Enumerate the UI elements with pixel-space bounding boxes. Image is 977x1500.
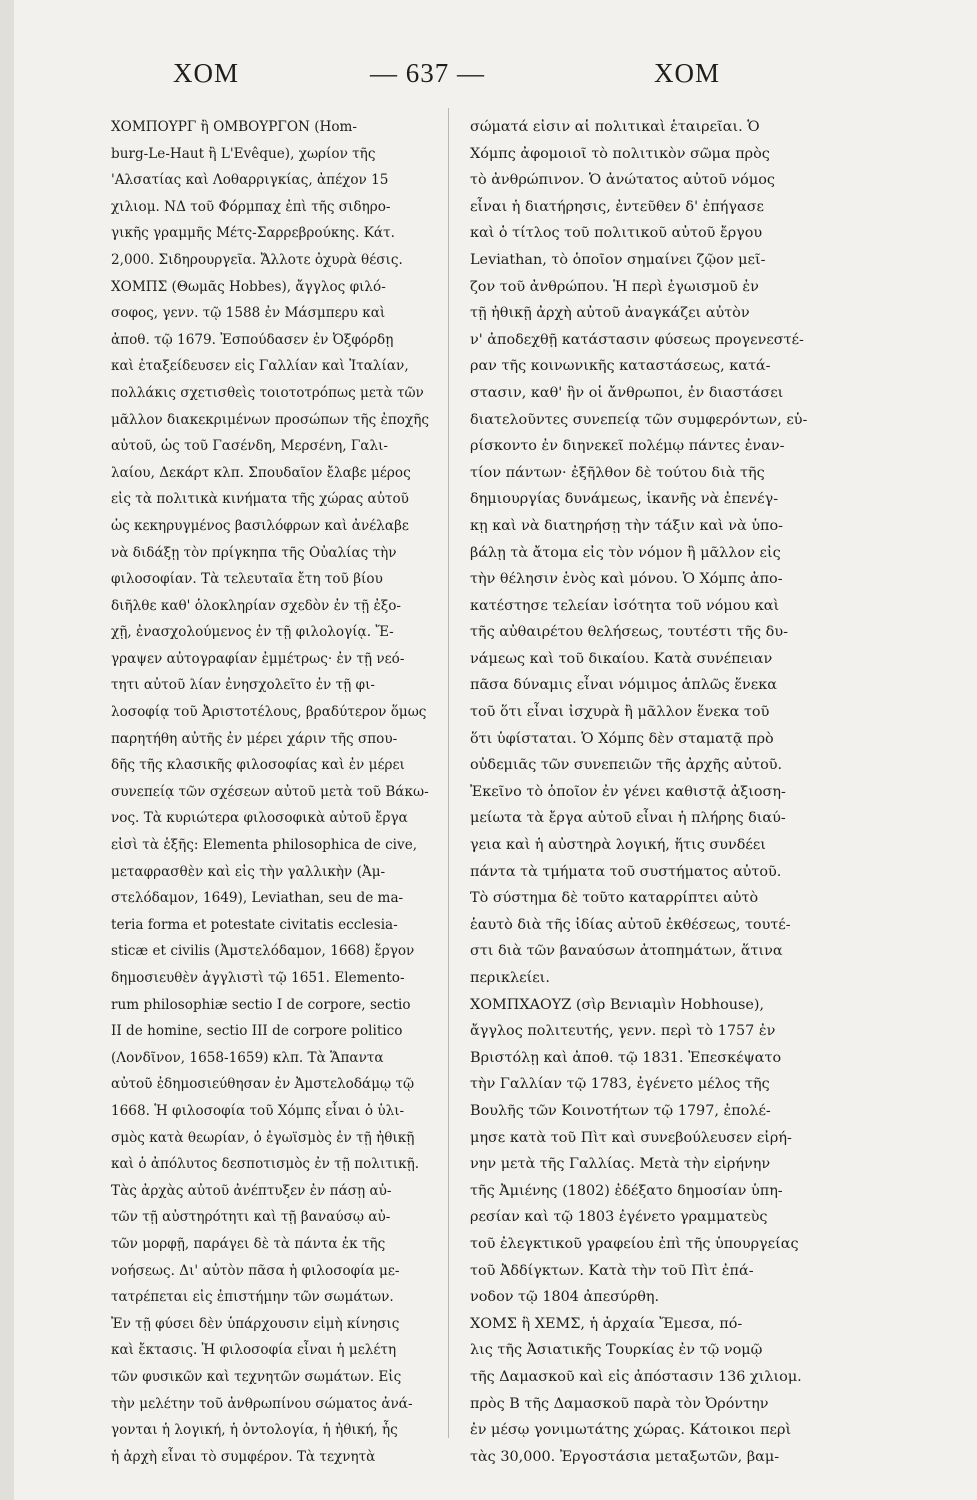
text-line: σμὸς κατὰ θεωρίαν, ὁ ἐγωϊσμὸς ἐν τῇ ἠθικῇ: [111, 1129, 415, 1146]
text-line: φιλοσοφίαν. Τὰ τελευταῖα ἔτη τοῦ βίου: [111, 571, 383, 588]
text-line: πολλάκις σχετισθεὶς τοιοτοτρόπως μετὰ τῶν: [111, 384, 424, 401]
text-line: τὴν μελέτην τοῦ ἀνθρωπίνου σώματος ἀνά-: [111, 1395, 413, 1412]
text-line: sticæ et civilis (Ἀμστελόδαμον, 1668) ἔργον: [111, 943, 415, 960]
text-line: καὶ ὁ τίτλος τοῦ πολιτικοῦ αὐτοῦ ἔργου: [470, 225, 763, 242]
text-line: ζον τοῦ ἀνθρώπου. Ἡ περὶ ἐγωισμοῦ ἐν: [470, 278, 759, 295]
text-line: ραν τῆς κοινωνικῆς καταστάσεως, κατά-: [470, 358, 771, 375]
text-line: συνεπείᾳ τῶν σχέσεων αὐτοῦ μετὰ τοῦ Βάκω-: [111, 783, 429, 800]
text-line: δῆς τῆς κλασικῆς φιλοσοφίας καὶ ἐν μέρει: [111, 757, 405, 774]
text-line: τοῦ Ἀδδίγκτων. Κατὰ τὴν τοῦ Πὶτ ἐπά-: [470, 1262, 754, 1279]
text-line: Βουλῆς τῶν Κοινοτήτων τῷ 1797, ἐπολέ-: [470, 1102, 771, 1119]
text-line: παρητήθη αὐτῆς ἐν μέρει χάριν τῆς σπου-: [111, 730, 398, 747]
running-header: [0, 58, 977, 98]
text-line: διῆλθε καθ' ὁλοκληρίαν σχεδὸν ἐν τῇ ἐξο-: [111, 597, 402, 614]
text-line: 'Αλσατίας καὶ Λοθαρριγκίας, ἀπέχον 15: [111, 172, 389, 189]
text-line: πρὸς Β τῆς Δαμασκοῦ παρὰ τὸν Ὀρόντην: [470, 1395, 769, 1412]
text-line: τῶν τῇ αὐστηρότητι καὶ τῇ βαναύσῳ αὐ-: [111, 1209, 391, 1226]
text-line: οὐδεμιᾶς τῶν συνεπειῶν τῆς ἀρχῆς αὐτοῦ.: [470, 757, 783, 774]
text-line: μείωτα τὰ ἔργα αὐτοῦ εἶναι ἡ πλήρης διαύ-: [470, 810, 786, 827]
text-line: μεταφρασθὲν καὶ εἰς τὴν γαλλικὴν (Ἀμ-: [111, 863, 386, 880]
text-line: γονται ἡ λογική, ἡ ὀντολογία, ἡ ἠθική, ἧς: [111, 1422, 398, 1439]
text-line: εἰς τὰ πολιτικὰ κινήματα τῆς χώρας αὐτοῦ: [111, 491, 409, 508]
text-line: αὐτοῦ ἐδημοσιεύθησαν ἐν Ἀμστελοδάμῳ τῷ: [111, 1076, 415, 1093]
text-line: burg-Le-Haut ἢ L'Evêque), χωρίον τῆς: [111, 145, 376, 162]
text-line: ἀποθ. τῷ 1679. Ἐσπούδασεν ἐν Ὀξφόρδῃ: [111, 331, 394, 348]
text-line: τίον πάντων· ἐξῆλθον δὲ τούτου διὰ τῆς: [470, 464, 765, 481]
text-line: Ἐκεῖνο τὸ ὁποῖον ἐν γένει καθιστᾷ ἀξιοση-: [470, 783, 786, 800]
text-line: ΧΟΜΠΧΑΟΥΖ (σὶρ Βενιαμὶν Hobhouse),: [470, 996, 765, 1013]
text-line: περικλείει.: [470, 970, 550, 986]
text-line: διατελοῦντες συνεπείᾳ τῶν συμφερόντων, εὑ-: [470, 411, 808, 428]
text-line: γραψεν αὐτογραφίαν ἐμμέτρως· ἐν τῇ νεό-: [111, 650, 405, 667]
text-line: ὅτι ὑφίσταται. Ὁ Χόμπς δὲν σταματᾷ πρὸ: [470, 730, 774, 747]
text-line: λοσοφίᾳ τοῦ Ἀριστοτέλους, βραδύτερον ὅμως: [111, 704, 427, 721]
text-line: βάλῃ τὰ ἄτομα εἰς τὸν νόμον ἢ μᾶλλον εἰς: [470, 544, 781, 561]
text-line: ΧΟΜΠΣ (Θωμᾶς Hobbes), ἄγγλος φιλό-: [111, 278, 386, 295]
left-column: [111, 114, 433, 1470]
text-line: στασιν, καθ' ἣν οἱ ἄνθρωποι, ἐν διαστάσει: [470, 384, 784, 401]
text-line: στελόδαμον, 1649), Leviathan, seu de ma-: [111, 890, 404, 907]
text-line: γεια καὶ ἡ αὐστηρὰ λογική, ἥτις συνδέει: [470, 837, 766, 854]
header-right-keyword: ΧΟΜ: [654, 58, 721, 88]
text-line: τῆς Ἀμιένης (1802) ἐδέξατο δημοσίαν ὑπη-: [470, 1182, 783, 1199]
text-line: τατρέπεται εἰς ἐπιστήμην τῶν σωμάτων.: [111, 1289, 394, 1306]
text-line: τῶν φυσικῶν καὶ τεχνητῶν σωμάτων. Εἰς: [111, 1368, 402, 1385]
text-line: τητι αὐτοῦ λίαν ἐνησχολεῖτο ἐν τῇ φι-: [111, 677, 376, 694]
text-line: τοῦ ὅτι εἶναι ἰσχυρὰ ἢ μᾶλλον ἕνεκα τοῦ: [470, 704, 770, 721]
text-line: ἐν μέσῳ γονιμωτάτης χώρας. Κάτοικοι περὶ: [470, 1422, 792, 1439]
header-left-keyword: ΧΟΜ: [173, 58, 240, 88]
text-line: χῇ, ἐνασχολούμενος ἐν τῇ φιλολογίᾳ. Ἔ-: [111, 624, 394, 641]
text-line: κατέστησε τελείαν ἰσότητα τοῦ νόμου καὶ: [470, 597, 780, 614]
text-line: τὸ ἀνθρώπινον. Ὁ ἀνώτατος αὐτοῦ νόμος: [470, 172, 775, 189]
text-line: νην μετὰ τῆς Γαλλίας. Μετὰ τὴν εἰρήνην: [470, 1156, 771, 1173]
text-line: ρίσκοντο ἐν διηνεκεῖ πολέμῳ πάντες ἐναν-: [470, 438, 785, 455]
text-line: πάντα τὰ τμήματα τοῦ συστήματος αὐτοῦ.: [470, 863, 782, 880]
text-line: ὡς κεκηρυγμένος βασιλόφρων καὶ ἀνέλαβε: [111, 517, 409, 534]
text-line: καὶ ἐταξείδευσεν εἰς Γαλλίαν καὶ Ἰταλίαν,: [111, 358, 409, 375]
text-line: σώματά εἰσιν αἱ πολιτικαὶ ἑταιρεῖαι. Ὁ: [470, 119, 760, 135]
text-line: λις τῆς Ἀσιατικῆς Τουρκίας ἐν τῷ νομῷ: [470, 1342, 763, 1359]
column-divider: [448, 108, 449, 1438]
text-line: τοῦ ἐλεγκτικοῦ γραφείου ἐπὶ τῆς ὑπουργείας: [470, 1235, 799, 1252]
text-line: τῶν μορφῇ, παράγει δὲ τὰ πάντα ἐκ τῆς: [111, 1235, 386, 1252]
right-column: [470, 114, 926, 1470]
text-line: εἶναι ἡ διατήρησις, ἐντεῦθεν δ' ἐπήγασε: [470, 198, 765, 215]
page-edge-shadow: [0, 0, 14, 1500]
text-line: ΧΟΜΣ ἢ ΧΕΜΣ, ἡ ἀρχαία Ἔμεσα, πό-: [470, 1315, 743, 1332]
text-line: ΧΟΜΠΟΥΡΓ ἢ ΟΜΒΟΥΡΓΟΝ (Hom-: [111, 119, 358, 135]
text-line: στι διὰ τῶν βαναύσων ἀτοπημάτων, ἅτινα: [470, 943, 783, 960]
text-line: τῇ ἠθικῇ ἀρχὴ αὐτοῦ ἀναγκάζει αὐτὸν: [470, 305, 750, 322]
text-line: II de homine, sectio III de corpore politico: [111, 1023, 403, 1040]
text-line: μησε κατὰ τοῦ Πὶτ καὶ συνεβούλευσεν εἰρή-: [470, 1129, 792, 1146]
text-line: νάμεως καὶ τοῦ δικαίου. Κατὰ συνέπειαν: [470, 650, 773, 667]
text-line: λαίου, Δεκάρτ κλπ. Σπουδαῖον ἔλαβε μέρος: [111, 464, 411, 481]
text-line: τὴν Γαλλίαν τῷ 1783, ἐγένετο μέλος τῆς: [470, 1076, 770, 1093]
text-line: τῆς αὐθαιρέτου θελήσεως, τουτέστι τῆς δυ-: [470, 624, 788, 641]
text-line: κῃ καὶ νὰ διατηρήσῃ τὴν τάξιν καὶ νὰ ὑπο-: [470, 517, 784, 534]
text-line: νοήσεως. Δι' αὐτὸν πᾶσα ἡ φιλοσοφία με-: [111, 1262, 400, 1279]
text-line: teria forma et potestate civitatis ecclesia-: [111, 916, 398, 933]
text-line: αὐτοῦ, ὡς τοῦ Γασένδη, Μερσένη, Γαλι-: [111, 438, 389, 455]
text-line: τῆς Δαμασκοῦ καὶ εἰς ἀπόστασιν 136 χιλιομ.: [470, 1368, 802, 1385]
text-line: Χόμπς ἀφομοιοῖ τὸ πολιτικὸν σῶμα πρὸς: [470, 145, 770, 162]
text-line: νὰ διδάξῃ τὸν πρίγκηπα τῆς Οὐαλίας τὴν: [111, 544, 397, 561]
text-line: εἰσὶ τὰ ἑξῆς: Elementa philosophica de cive,: [111, 837, 418, 854]
text-line: (Λονδῖνον, 1658-1659) κλπ. Τὰ Ἅπαντα: [111, 1049, 384, 1066]
text-line: γικῆς γραμμῆς Μέτς-Σαρρεβρούκης. Κάτ.: [111, 225, 395, 242]
text-line: Τὰς ἀρχὰς αὐτοῦ ἀνέπτυξεν ἐν πάσῃ αὐ-: [111, 1182, 392, 1199]
text-line: Τὸ σύστημα δὲ τοῦτο καταρρίπτει αὐτὸ: [470, 890, 759, 907]
text-line: πᾶσα δύναμις εἶναι νόμιμος ἁπλῶς ἕνεκα: [470, 677, 777, 694]
text-line: δημιουργίας δυνάμεως, ἱκανῆς νὰ ἐπενέγ-: [470, 491, 779, 508]
text-line: μᾶλλον διακεκριμένων προσώπων τῆς ἐποχῆς: [111, 411, 429, 428]
text-line: σοφος, γενν. τῷ 1588 ἐν Μάσμπερυ καὶ: [111, 305, 386, 322]
text-line: χιλιομ. ΝΔ τοῦ Φόρμπαχ ἐπὶ τῆς σιδηρο-: [111, 198, 391, 215]
text-line: καὶ ἔκτασις. Ἡ φιλοσοφία εἶναι ἡ μελέτη: [111, 1342, 397, 1359]
text-line: ἑαυτὸ διὰ τῆς ἰδίας αὐτοῦ ἐκθέσεως, τουτέ-: [470, 916, 791, 933]
text-line: καὶ ὁ ἀπόλυτος δεσποτισμὸς ἐν τῇ πολιτικῇ.: [111, 1156, 420, 1173]
text-line: τὴν θέλησιν ἑνὸς καὶ μόνου. Ὁ Χόμπς ἀπο-: [470, 571, 783, 588]
text-line: 1668. Ἡ φιλοσοφία τοῦ Χόμπς εἶναι ὁ ὑλι-: [111, 1102, 405, 1119]
text-line: ἡ ἀρχὴ εἶναι τὸ συμφέρον. Τὰ τεχνητὰ: [111, 1448, 376, 1465]
text-line: Leviathan, τὸ ὁποῖον σημαίνει ζῷον μεῖ-: [470, 251, 766, 268]
text-line: ρεσίαν καὶ τῷ 1803 ἐγένετο γραμματεὺς: [470, 1209, 768, 1226]
page-number: — 637 —: [370, 58, 485, 88]
text-line: Βριστόλῃ καὶ ἀποθ. τῷ 1831. Ἐπεσκέψατο: [470, 1049, 782, 1066]
text-line: τὰς 30,000. Ἐργοστάσια μεταξωτῶν, βαμ-: [470, 1448, 780, 1465]
text-line: νος. Τὰ κυριώτερα φιλοσοφικὰ αὐτοῦ ἔργα: [111, 810, 408, 827]
text-line: rum philosophiæ sectio I de corpore, sectio: [111, 996, 411, 1013]
text-line: ἄγγλος πολιτευτής, γενν. περὶ τὸ 1757 ἐν: [470, 1023, 776, 1040]
text-line: ν' ἀποδεχθῇ κατάστασιν φύσεως προγενεστέ-: [470, 331, 804, 348]
text-line: Ἐν τῇ φύσει δὲν ὑπάρχουσιν εἰμὴ κίνησις: [111, 1315, 400, 1332]
text-line: νοδον τῷ 1804 ἀπεσύρθη.: [470, 1289, 660, 1306]
text-line: δημοσιευθὲν ἀγγλιστὶ τῷ 1651. Elemento-: [111, 970, 405, 986]
text-line: 2,000. Σιδηρουργεῖα. Ἄλλοτε ὀχυρὰ θέσις.: [111, 251, 403, 268]
